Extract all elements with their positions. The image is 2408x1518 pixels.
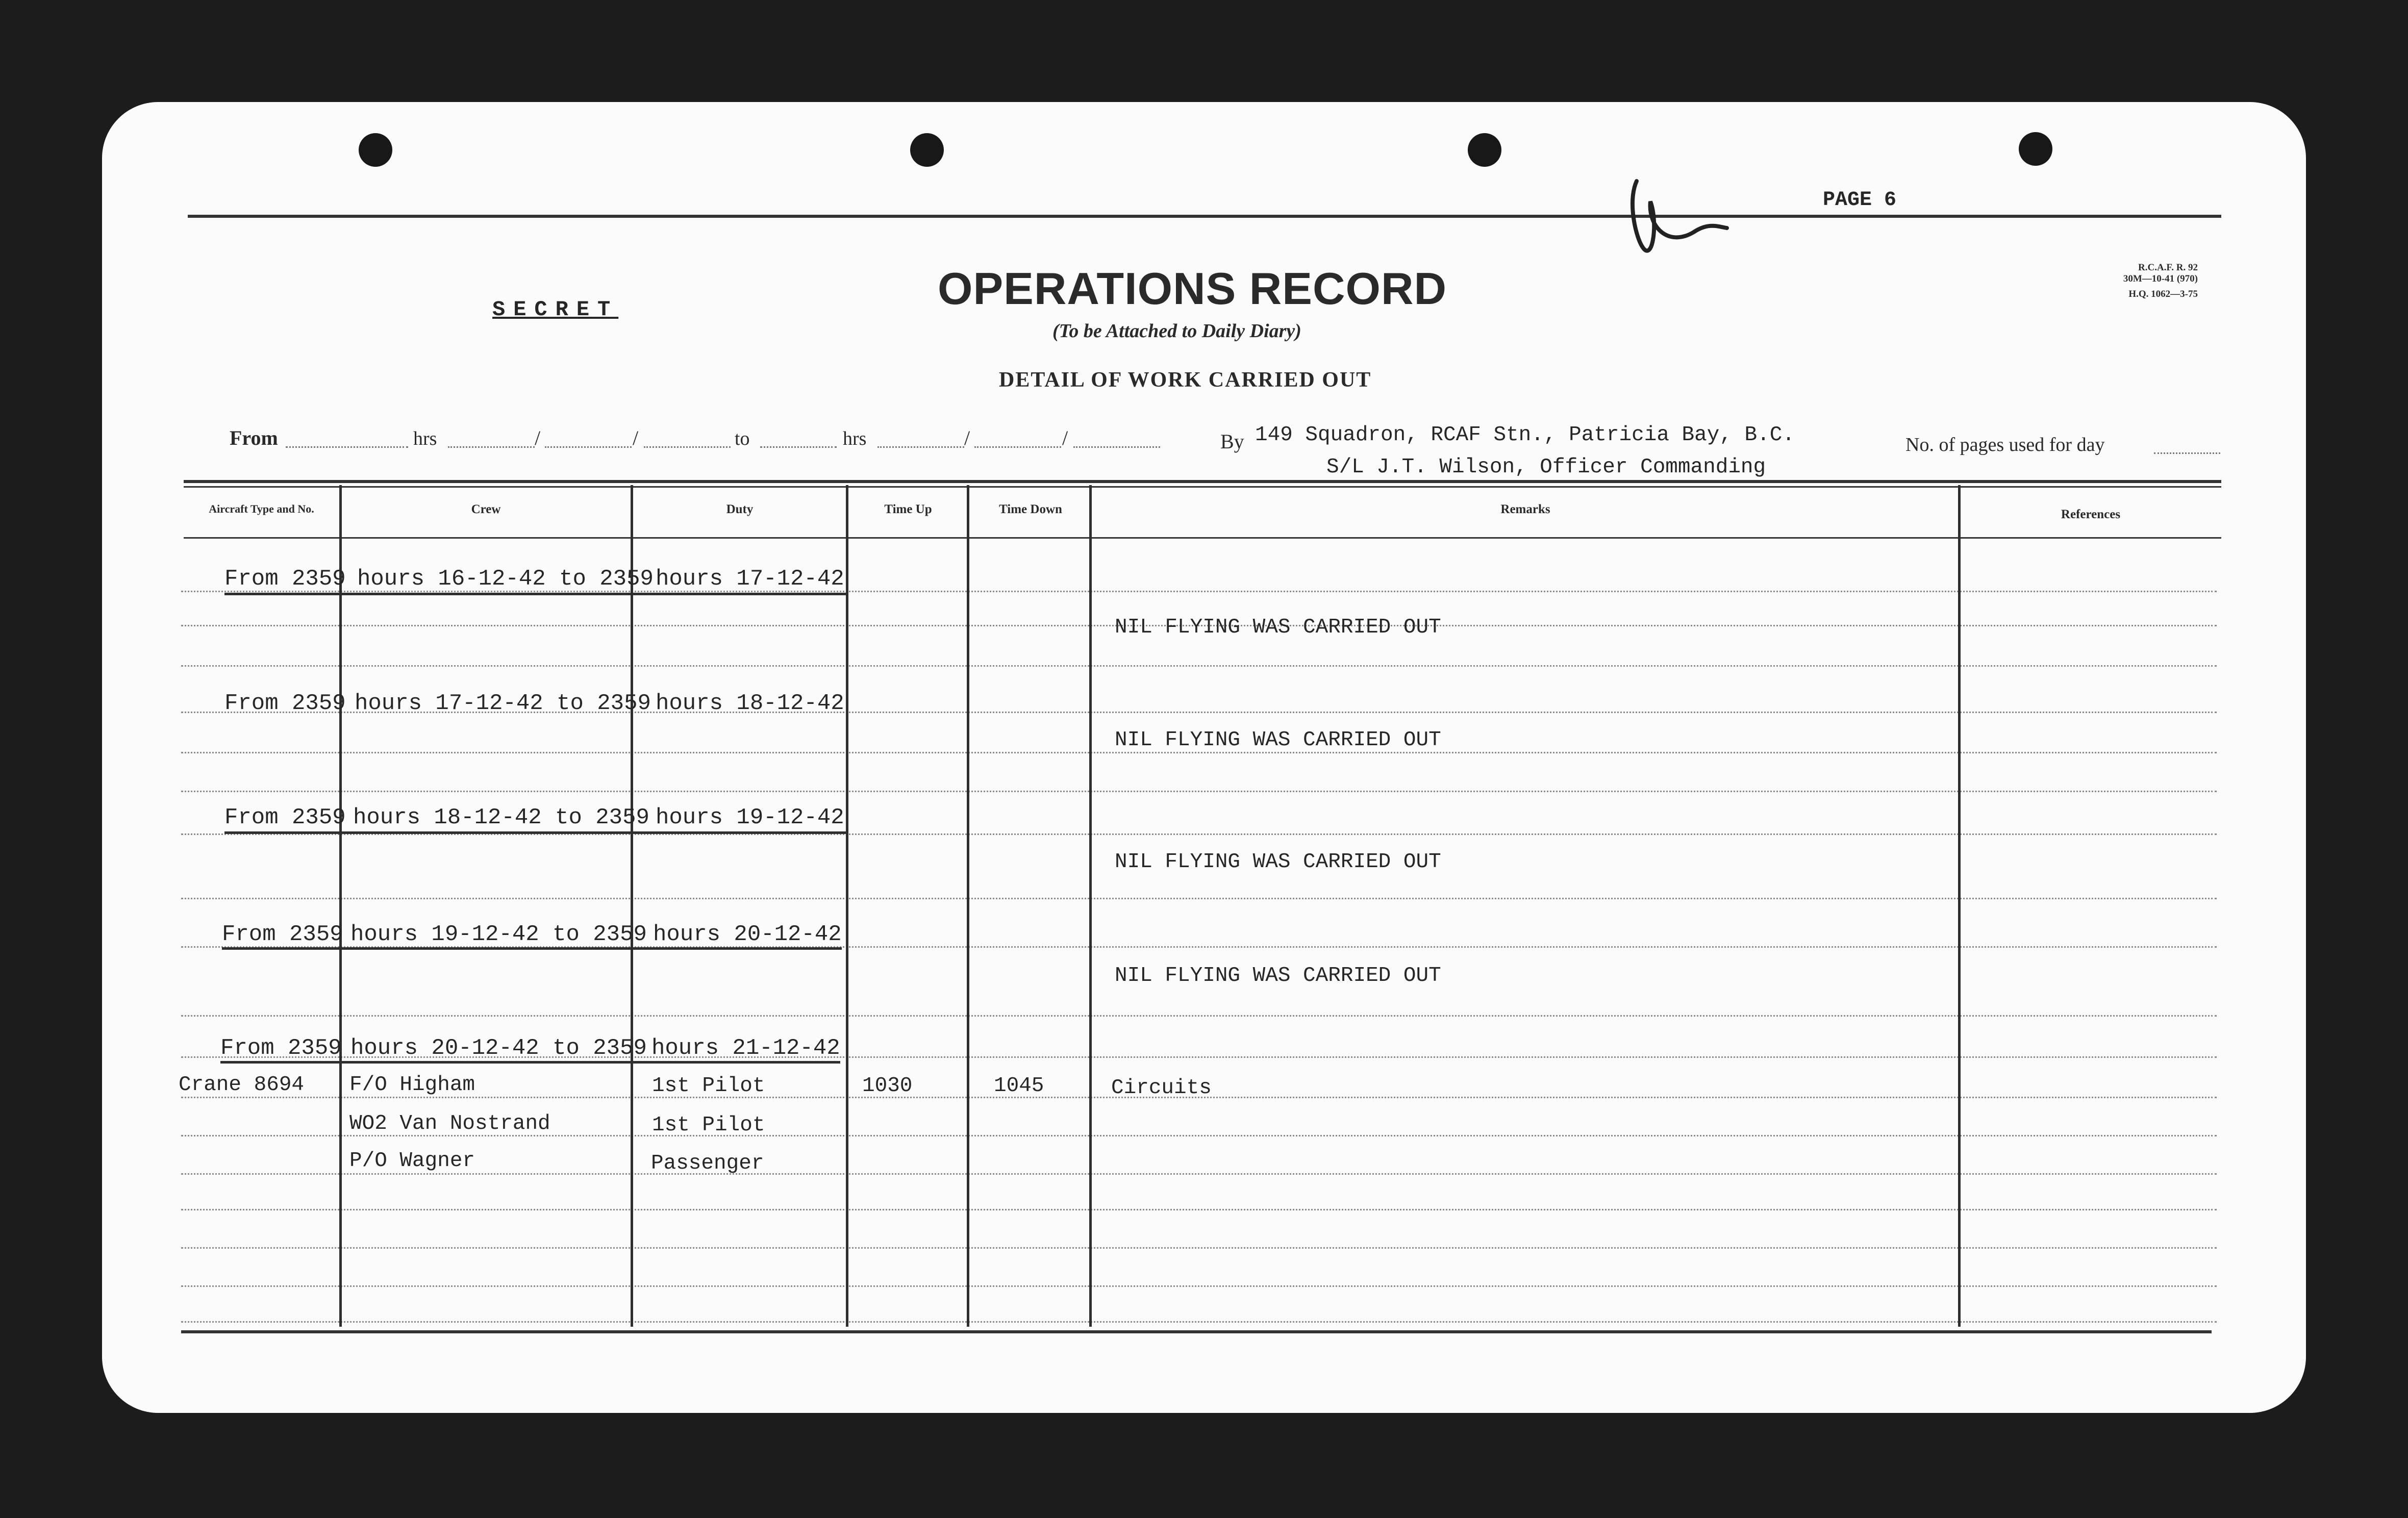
period-range: hours 16-12-42 to 2359 — [357, 566, 654, 592]
binder-hole — [359, 133, 392, 167]
period-range: hours 17-12-42 to 2359 — [355, 691, 651, 716]
period-underline — [220, 1061, 840, 1064]
column-divider — [1958, 485, 1961, 1327]
column-divider — [631, 485, 633, 1327]
blank-field — [1073, 446, 1160, 448]
unit-name: 149 Squadron, RCAF Stn., Patricia Bay, B.C. — [1255, 423, 1795, 447]
column-header-references: References — [2061, 508, 2121, 521]
form-reference-line: 30M—10-41 (970) — [2123, 273, 2198, 284]
period-to: hours 17-12-42 — [656, 566, 844, 592]
hrs-label: hrs — [413, 428, 437, 449]
blank-field — [877, 446, 964, 448]
blank-field — [644, 446, 731, 448]
period-range: hours 18-12-42 to 2359 — [353, 805, 649, 830]
table-top-rule — [184, 480, 2221, 483]
period-from: From 2359 — [224, 566, 346, 592]
crew-name: F/O Higham — [349, 1073, 475, 1097]
date-separator: / — [1062, 426, 1068, 449]
column-header-crew: Crew — [471, 502, 501, 516]
form-reference — [2070, 262, 2198, 300]
ruled-line — [181, 665, 2217, 667]
period-range: hours 19-12-42 to 2359 — [350, 922, 647, 947]
period-range: hours 20-12-42 to 2359 — [350, 1035, 647, 1061]
date-separator: / — [964, 426, 970, 449]
period-from: From 2359 — [222, 922, 343, 947]
blank-field — [2154, 452, 2220, 454]
binder-hole — [2019, 132, 2052, 166]
time-down-value: 1045 — [994, 1074, 1044, 1098]
ruled-line — [181, 1285, 2217, 1287]
column-header-time-up: Time Up — [884, 502, 932, 516]
ruled-line — [181, 1321, 2217, 1323]
remarks-entry: NIL FLYING WAS CARRIED OUT — [1115, 964, 1441, 988]
blank-field — [760, 446, 837, 448]
crew-name: WO2 Van Nostrand — [349, 1112, 550, 1135]
ruled-line — [181, 1209, 2217, 1210]
period-from: From 2359 — [224, 805, 346, 830]
column-header-remarks: Remarks — [1500, 502, 1550, 516]
blank-field — [286, 446, 408, 448]
ruled-line — [181, 1015, 2217, 1017]
classification-label: SECRET — [492, 297, 619, 322]
column-header-duty: Duty — [726, 502, 754, 516]
page-number: PAGE 6 — [1823, 189, 1897, 212]
time-up-value: 1030 — [862, 1074, 913, 1098]
aircraft-type-number: Crane 8694 — [179, 1073, 305, 1097]
blank-field — [448, 446, 535, 448]
form-subtitle: (To be Attached to Daily Diary) — [1052, 320, 1301, 342]
form-title: OPERATIONS RECORD — [938, 263, 1447, 314]
crew-name: P/O Wagner — [349, 1149, 475, 1173]
hrs-label: hrs — [843, 428, 867, 449]
by-label: By — [1220, 430, 1244, 453]
period-underline — [224, 593, 847, 595]
header-bottom-rule — [184, 537, 2221, 539]
top-rule — [188, 215, 2221, 218]
detail-title: DETAIL OF WORK CARRIED OUT — [999, 368, 1372, 392]
ruled-line — [181, 1173, 2217, 1175]
period-to: hours 18-12-42 — [656, 691, 844, 716]
remarks-entry: NIL FLYING WAS CARRIED OUT — [1115, 616, 1441, 639]
from-label: From — [230, 426, 278, 449]
ruled-line — [181, 898, 2217, 899]
column-header-aircraft: Aircraft Type and No. — [209, 502, 314, 515]
binder-hole — [1468, 133, 1501, 167]
crew-duty: 1st Pilot — [652, 1074, 765, 1098]
date-separator: / — [633, 426, 639, 449]
crew-duty: Passenger — [651, 1152, 764, 1175]
initials-mark — [1622, 171, 1735, 268]
date-separator: / — [535, 426, 541, 449]
crew-duty: 1st Pilot — [652, 1114, 765, 1137]
remarks-entry: NIL FLYING WAS CARRIED OUT — [1115, 850, 1441, 874]
ruled-line — [181, 791, 2217, 792]
ruled-line — [181, 1247, 2217, 1249]
blank-field — [545, 446, 632, 448]
table-top-rule — [184, 486, 2221, 488]
commanding-officer: S/L J.T. Wilson, Officer Commanding — [1326, 456, 1766, 479]
period-from: From 2359 — [224, 691, 346, 716]
period-underline — [224, 831, 846, 834]
column-header-time-down: Time Down — [999, 502, 1062, 516]
column-divider — [846, 485, 848, 1327]
pages-used-label: No. of pages used for day — [1905, 434, 2105, 456]
period-to: hours 21-12-42 — [651, 1035, 840, 1061]
column-divider — [1089, 485, 1092, 1327]
form-reference-line: R.C.A.F. R. 92 — [2138, 262, 2198, 273]
period-underline — [222, 947, 842, 950]
remarks-entry: NIL FLYING WAS CARRIED OUT — [1115, 728, 1441, 752]
table-bottom-rule — [181, 1330, 2212, 1333]
binder-hole — [910, 133, 944, 167]
form-reference-line: H.Q. 1062—3-75 — [2128, 289, 2198, 299]
remarks-entry: Circuits — [1111, 1076, 1212, 1100]
blank-field — [974, 446, 1061, 448]
to-label: to — [735, 428, 750, 449]
period-to: hours 19-12-42 — [656, 805, 844, 830]
column-divider — [339, 485, 342, 1327]
ruled-line — [181, 752, 2217, 753]
period-to: hours 20-12-42 — [653, 922, 842, 947]
column-divider — [967, 485, 969, 1327]
period-from: From 2359 — [220, 1035, 342, 1061]
